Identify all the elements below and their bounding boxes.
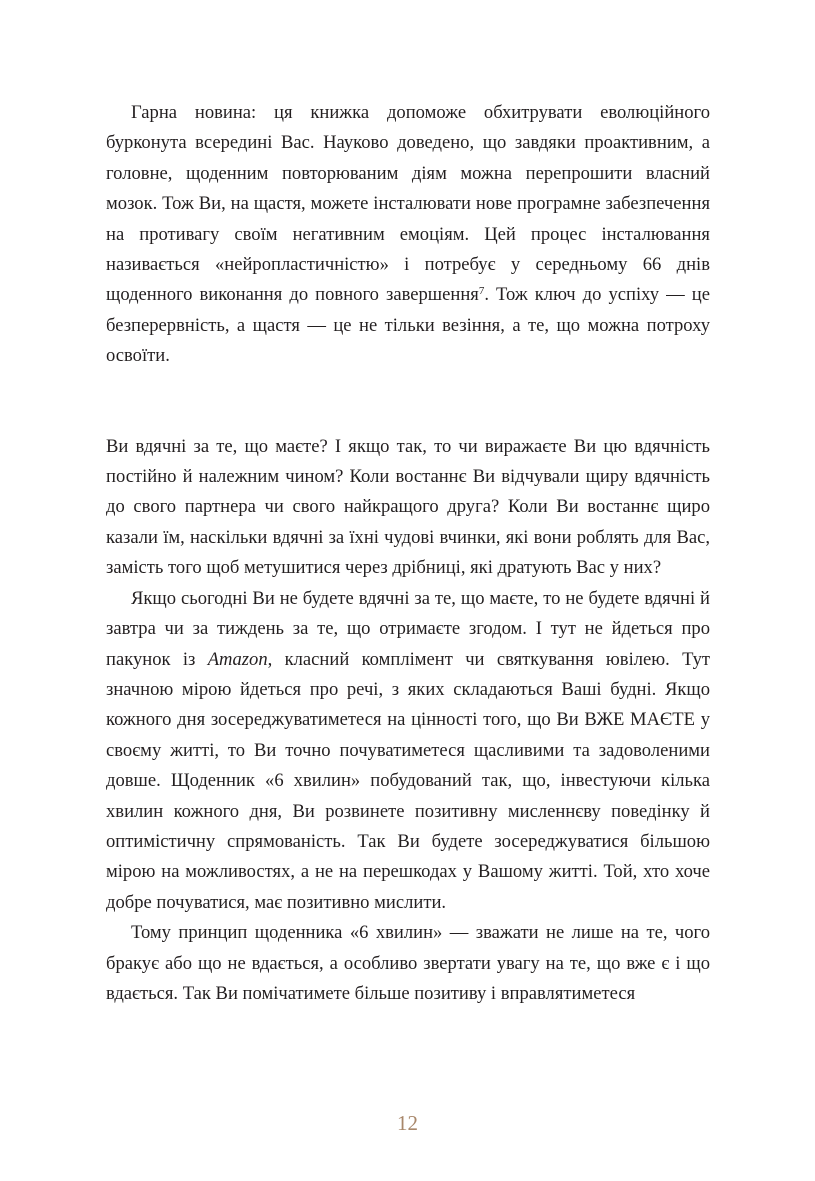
paragraph-gratitude-questions: Ви вдячні за те, що маєте? І якщо так, то чи виражаєте Ви цю вдячність постійно й належним чином? Коли востаннє Ви відчували щиру вдячність до свого партнера чи свого найкращого друга? Коли Ви востаннє щиро казали їм, наскільки вдячні за їхні чудові вчинки, які вони роблять для Вас, замість того щоб метушитися через дрібниці, які дратують Вас у них? (106, 435, 710, 579)
paragraph-text: , класний комплімент чи святкування ювілею. Тут значною мірою йдеться про речі, з яких складаються Ваші будні. Якщо кожного дня зосереджуватиметеся на цінності того, що Ви ВЖЕ МАЄТЕ у своєму житті, то Ви точно почуватиметеся щасливими та задоволеними довше. Щоденник «6 хвилин» побудований так, що, інвестуючи кілька хвилин кожного дня, Ви розвинете позитивну мисленнєву поведінку й оптимістичну спрямованість. Так Ви будете зосереджуватися більшою мірою на можливостях, а не на перешкодах у Вашому житті. Той, хто хоче добре почуватися, має позитивно мислити. (106, 648, 710, 913)
paragraph-journal-principle: Тому принцип щоденника «6 хвилин» — зважати не лише на те, чого бракує або що не вдається, а особливо звертати увагу на те, що вже є і що вдається. Так Ви помічатимете більше позитиву і вправлятиметеся (106, 922, 710, 1004)
italic-brand-name: Amazon (207, 648, 268, 670)
footnote-ref: 7 (478, 285, 485, 298)
paragraph-text: Якщо сьогодні Ви не будете вдячні за те, що маєте, то не будете вдячні й завтра чи за тиждень за те, що отримаєте згодом. І тут не йдеться про пакунок із (106, 587, 710, 670)
page-number: 12 (397, 1111, 418, 1135)
paragraph-text: . Тож ключ до успіху — це безперервність, а щастя — це не тільки везіння, а те, що можна потроху освоїти. (106, 284, 710, 367)
paragraph-gratitude-today (106, 584, 710, 918)
section-gap (106, 372, 710, 432)
page-body (106, 98, 710, 1009)
paragraph-neuroplasticity (106, 98, 710, 372)
paragraph-text: Гарна новина: ця книжка допоможе обхитрувати еволюційного бурконута всередині Вас. Науково доведено, що завдяки проактивним, а головне, щоденним повторюваним діям можна перепрошити власний мозок. Тож Ви, на щастя, можете інсталювати нове програмне забезпечення на противагу своїм негативним емоціям. Цей процес інсталювання називається «нейропластичністю» і потребує у середньому 66 днів щоденного виконання до повного завершення (106, 102, 710, 306)
